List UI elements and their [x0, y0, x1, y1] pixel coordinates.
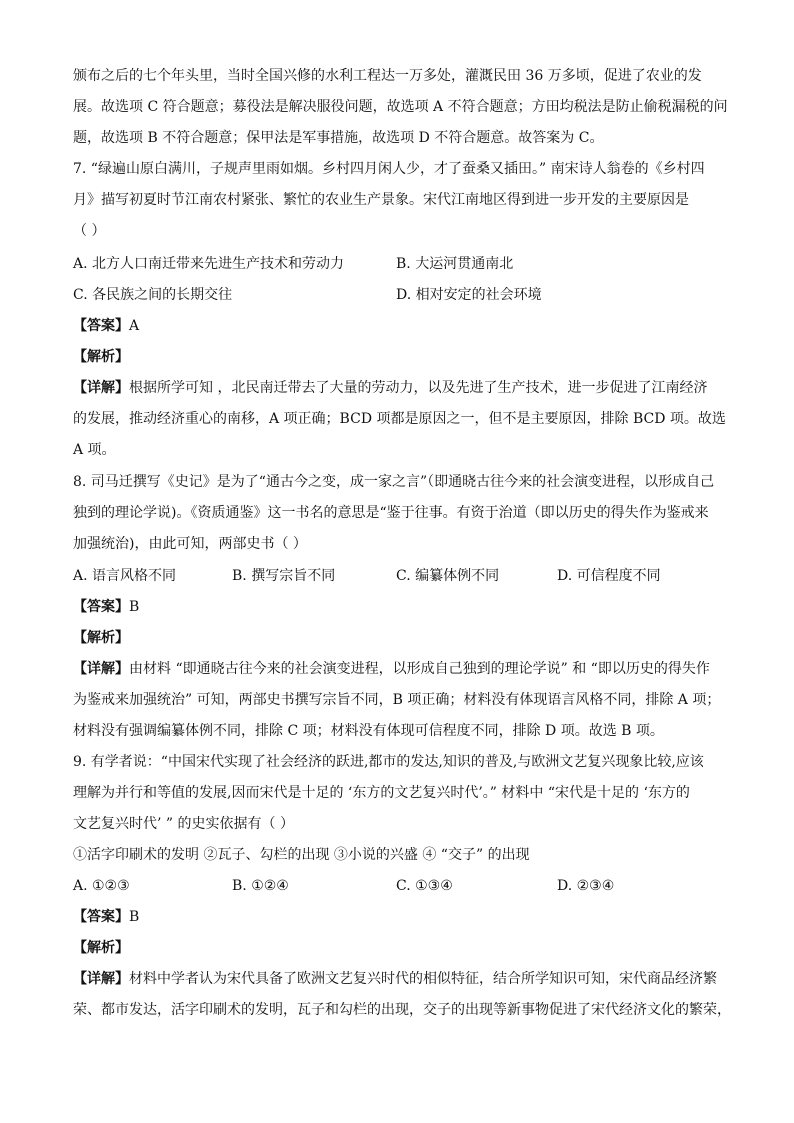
- q9-option-b: B. ①②④: [232, 878, 289, 894]
- q7-stem-line: 7. “绿遍山原白满川，子规声里雨如烟。乡村四月闲人少，才了蚕桑又插田。” 南宋诗人翁卷的《乡村四: [73, 161, 705, 177]
- q9-stem-line: 理解为并行和等值的发展,因而宋代是十足的 ‘东方的文艺复兴时代’。” 材料中 “宋代是十足的 ‘东方的: [73, 785, 690, 801]
- q9-detail-line: [73, 970, 723, 988]
- detail-tag: 【详解】: [73, 661, 129, 677]
- answer-value: B: [129, 909, 140, 925]
- q8-detail-line: 材料没有强调编纂体例不同，排除 C 项；材料没有体现可信程度不同，排除 D 项。故选 B 项。: [73, 723, 664, 739]
- q7-detail-line: A 项。: [73, 442, 116, 458]
- q8-stem-line: 8. 司马迁撰写《史记》是为了“通古今之变，成一家之言”（即通晓古往今来的社会演变进程，以形成自己: [73, 474, 715, 490]
- q8-stem-line: 独到的理论学说)。《资质通鉴》这一书名的意思是“鉴于往事。有资于治道（即以历史的得失作为鉴戒来: [73, 505, 709, 521]
- q8-option-d: D. 可信程度不同: [557, 568, 661, 584]
- q7-option-c: C. 各民族之间的长期交往: [73, 287, 233, 303]
- detail-text: 根据所学可知 ，北民南迁带去了大量的劳动力，以及先进了生产技术，进一步促进了江南经济: [129, 380, 708, 396]
- q8-option-c: C. 编纂体例不同: [396, 568, 500, 584]
- q9-option-c: C. ①③④: [396, 878, 453, 894]
- intro-line: 展。故选项 C 符合题意；募役法是解决服役问题，故选项 A 不符合题意；方田均税法是防止偷税漏税的问: [73, 99, 728, 115]
- q7-option-d: D. 相对安定的社会环境: [396, 287, 542, 303]
- detail-text: 材料中学者认为宋代具备了欧洲文艺复兴时代的相似特征，结合所学知识可知，宋代商品经济繁: [129, 971, 717, 987]
- q8-option-a: A. 语言风格不同: [73, 568, 177, 584]
- q8-detail-line: [73, 660, 723, 678]
- q9-analysis-tag: 【解析】: [73, 940, 129, 956]
- q9-answer: [73, 908, 723, 926]
- answer-value: A: [129, 318, 140, 334]
- q7-answer: [73, 317, 723, 335]
- answer-value: B: [129, 599, 140, 615]
- q9-option-d: D. ②③④: [557, 878, 615, 894]
- q7-option-a: A. 北方人口南迁带来先进生产技术和劳动力: [73, 256, 345, 272]
- q9-choices-line: ①活字印刷术的发明 ②瓦子、勾栏的出现 ③小说的兴盛 ④ “交子” 的出现: [73, 847, 530, 863]
- q8-analysis-tag: 【解析】: [73, 630, 129, 646]
- q9-option-a: A. ①②③: [73, 878, 130, 894]
- answer-tag: 【答案】: [73, 909, 129, 925]
- q8-stem-line: 加强统治)，由此可知，两部史书（ ）: [73, 536, 307, 552]
- q9-detail-line: 荣、都市发达，活字印刷术的发明，瓦子和勾栏的出现，交子的出现等新事物促进了宋代经济文化的繁荣，: [73, 1002, 731, 1018]
- intro-line: 题，故选项 B 不符合题意；保甲法是军事措施，故选项 D 不符合题意。故答案为 C。: [73, 130, 604, 146]
- q7-detail-line: [73, 379, 723, 397]
- q9-stem-line: 9. 有学者说：“中国宋代实现了社会经济的跃进,都市的发达,知识的普及,与欧洲文艺复兴现象比较,应该: [73, 754, 704, 770]
- q7-stem-line: 月》描写初夏时节江南农村紧张、繁忙的农业生产景象。宋代江南地区得到进一步开发的主要原因是: [73, 192, 689, 208]
- q7-detail-line: 的发展，推动经济重心的南移，A 项正确；BCD 项都是原因之一，但不是主要原因，排除 BCD 项。故选: [73, 411, 726, 427]
- detail-tag: 【详解】: [73, 380, 129, 396]
- detail-tag: 【详解】: [73, 971, 129, 987]
- q7-analysis-tag: 【解析】: [73, 349, 129, 365]
- answer-tag: 【答案】: [73, 599, 129, 615]
- q8-option-b: B. 撰写宗旨不同: [232, 568, 336, 584]
- intro-line: 颁布之后的七个年头里，当时全国兴修的水利工程达一万多处，灌溉民田 36 万多顷，促进了农业的发: [73, 68, 702, 84]
- q7-stem-line: （ ）: [73, 223, 106, 239]
- q8-answer: [73, 598, 723, 616]
- q9-stem-line: 文艺复兴时代’ ” 的史实依据有（ ）: [73, 816, 294, 832]
- q7-option-b: B. 大运河贯通南北: [396, 256, 514, 272]
- q8-detail-line: 为鉴戒来加强统治” 可知，两部史书撰写宗旨不同，B 项正确；材料没有体现语言风格不同，排除 A 项；: [73, 692, 721, 708]
- answer-tag: 【答案】: [73, 318, 129, 334]
- detail-text: 由材料 “即通晓古往今来的社会演变进程，以形成自己独到的理论学说” 和 “即以历史的得失作: [129, 661, 710, 677]
